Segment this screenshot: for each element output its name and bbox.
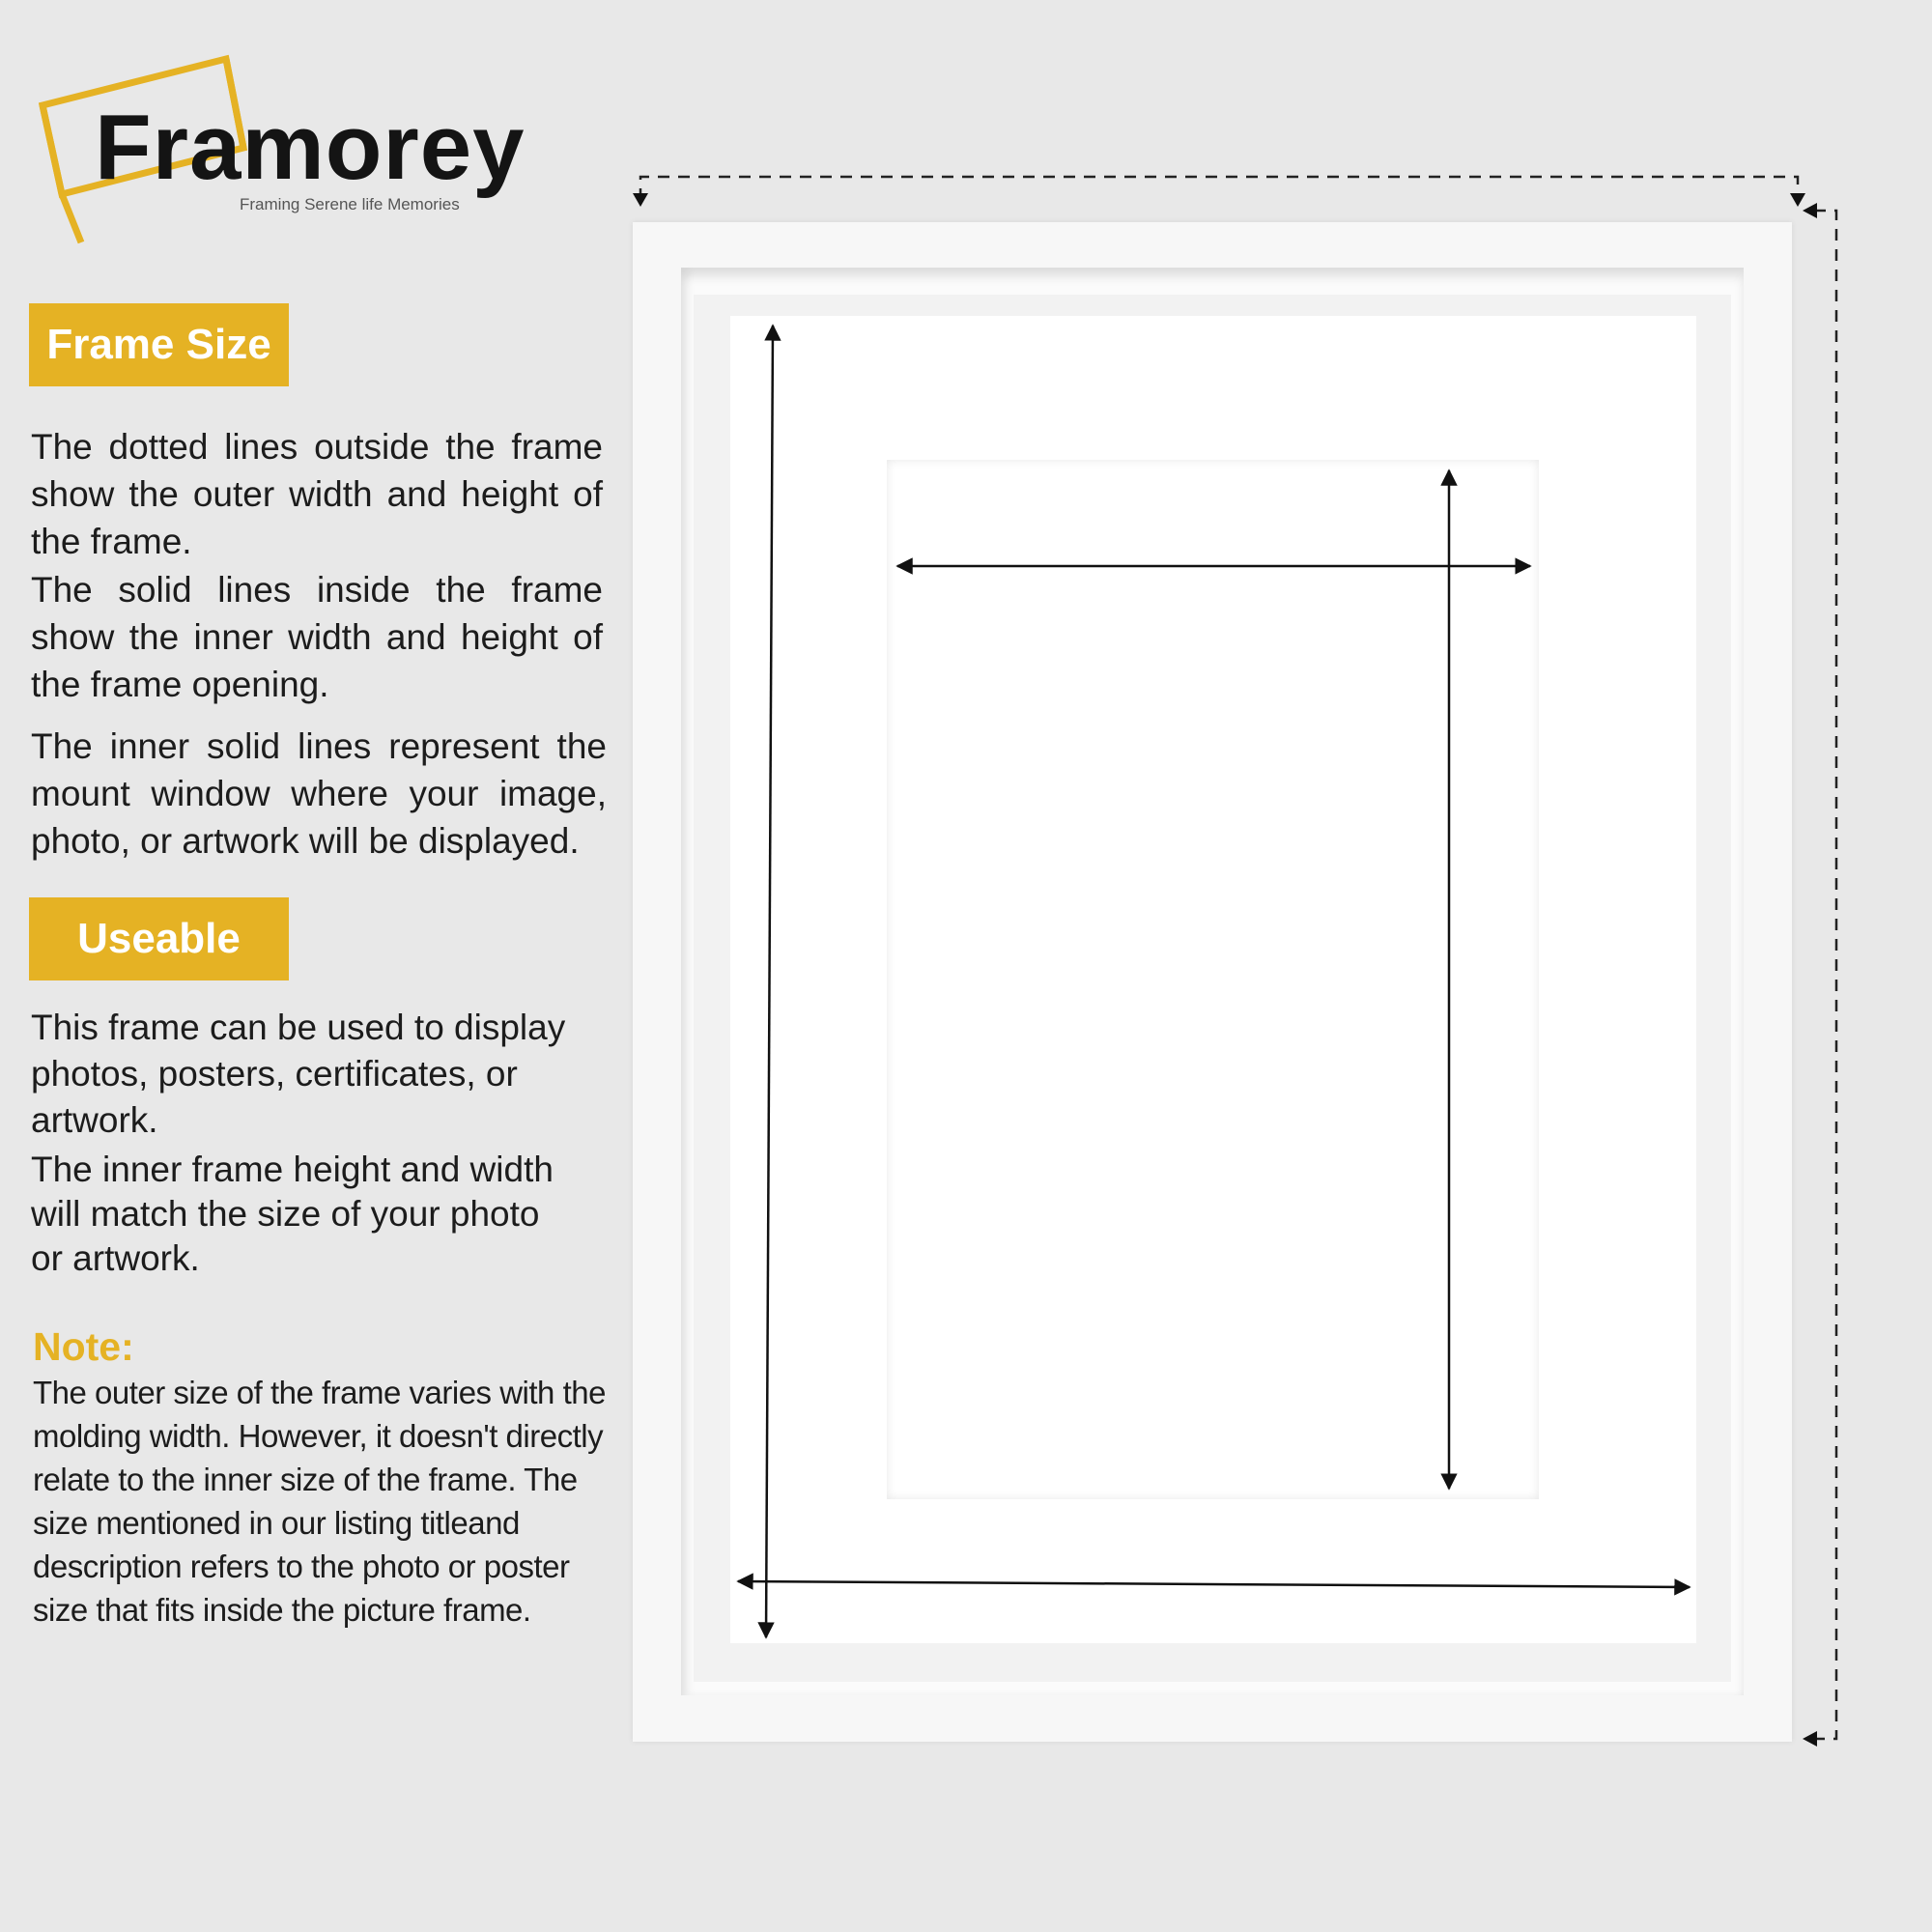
brand-name: Framorey [95, 96, 526, 199]
frame-size-text-inner: The solid lines inside the frame show the inner width and height of the frame opening. [31, 570, 603, 704]
useable-text-display: This frame can be used to display photos, posters, certificates, or artwork. [31, 1008, 566, 1140]
note-heading: Note: [33, 1324, 134, 1369]
useable-heading: Useable [29, 897, 289, 980]
frame-size-text-mount: The inner solid lines represent the mount window where your image, photo, or artwork will be displayed. [31, 726, 607, 861]
note-body: The outer size of the frame varies with the molding width. However, it doesn't directly relate to the inner size of the frame. The size mentioned in our listing titleand description refers to the photo or poster size that fits inside the picture frame. [33, 1375, 606, 1628]
outer-width-dotted-arrow [633, 177, 1805, 207]
inner-width-arrow [738, 1581, 1690, 1587]
frame-size-text-outer: The dotted lines outside the frame show the outer width and height of the frame. [31, 427, 603, 561]
brand-tagline: Framing Serene life Memories [240, 195, 460, 213]
outer-height-dotted-arrow [1803, 203, 1836, 1747]
useable-text-match: The inner frame height and width will match the size of your photo or artwork. [31, 1150, 554, 1278]
inner-height-arrow [766, 326, 773, 1637]
frame-size-heading: Frame Size [29, 303, 289, 386]
